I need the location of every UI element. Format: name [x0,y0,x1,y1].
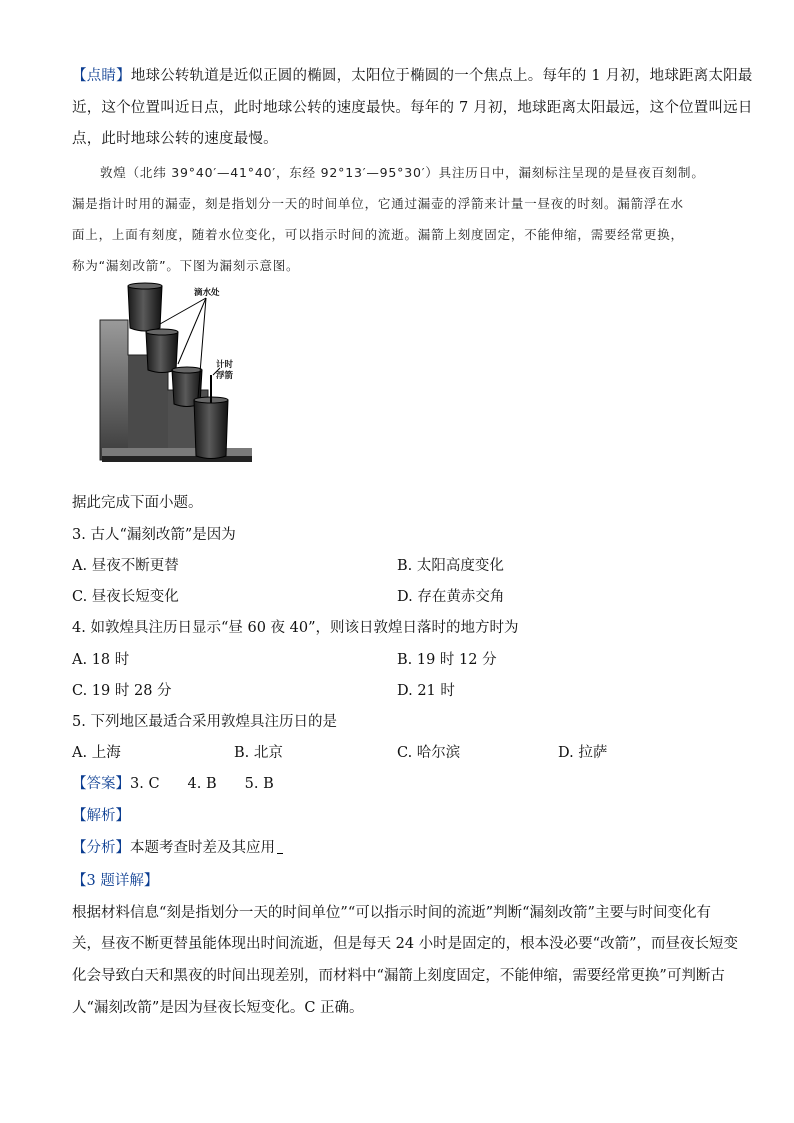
q4-stem: 4. 如敦煌具注历日显示“昼 60 夜 40”，则该日敦煌日落时的地方时为 [72,620,519,636]
detail-line-1: 根据材料信息“刻是指划分一天的时间单位”“可以指示时间的流逝”判断“漏刻改箭”主要与时间变化有 [72,905,711,921]
q5-option-a: A. 上海 [72,745,121,761]
fenxi-text: 本题考查时差及其应用 [130,840,275,856]
detail-line-2: 关，昼夜不断更替虽能体现出时间流逝，但是每天 24 小时是固定的，根本没必要“改箭”，而昼夜长短变 [72,936,738,952]
q3-stem: 3. 古人“漏刻改箭”是因为 [72,527,236,543]
material-line-2: 漏是指计时用的漏壶，刻是指划分一天的时间单位，它通过漏壶的浮箭来计量一昼夜的时刻。漏箭浮在水 [72,196,684,211]
q3-option-d: D. 存在黄赤交角 [397,589,505,605]
answer-tag: 【答案】 [72,776,130,792]
q5-option-c: C. 哈尔滨 [397,745,461,761]
material-line-4: 称为“漏刻改箭”。下图为漏刻示意图。 [72,258,300,273]
dianjing-tag: 【点睛】 [72,68,131,84]
dianjing-line-2: 近，这个位置叫近日点，此时地球公转的速度最快。每年的 7 月初，地球距离太阳最远，这个位置叫远日 [72,100,753,116]
q4-option-b: B. 19 时 12 分 [397,652,497,668]
detail-line-4: 人“漏刻改箭”是因为昼夜长短变化。C 正确。 [72,1000,364,1016]
material-line-3: 面上，上面有刻度，随着水位变化，可以指示时间的流逝。漏箭上刻度固定，不能伸缩，需要经常更换， [72,227,684,242]
q4-option-a: A. 18 时 [72,652,130,668]
q3-option-c: C. 昼夜长短变化 [72,589,179,605]
q3-option-a: A. 昼夜不断更替 [72,558,179,574]
dianjing-line-3: 点，此时地球公转的速度最慢。 [72,131,278,147]
figure-label-float-1: 计时 [216,360,234,370]
detail-tag: 【3 题详解】 [72,873,159,889]
dianjing-line-1 [72,66,753,86]
answer-4: 4. B [187,776,217,792]
water-clock-figure [98,280,254,470]
detail-line-3: 化会导致白天和黑夜的时间出现差别，而材料中“漏箭上刻度固定，不能伸缩，需要经常更换”可判断古 [72,968,725,984]
fenxi-tag: 【分析】 [72,840,130,856]
q5-option-d: D. 拉萨 [558,745,608,761]
intro-text: 据此完成下面小题。 [72,495,203,511]
figure-label-float-2: 浮箭 [216,371,234,381]
fenxi-line [72,838,283,858]
q3-option-b: B. 太阳高度变化 [397,558,504,574]
q5-stem: 5. 下列地区最适合采用敦煌具注历日的是 [72,714,337,730]
q4-option-d: D. 21 时 [397,683,455,699]
dianjing-text-1: 地球公转轨道是近似正圆的椭圆，太阳位于椭圆的一个焦点上。每年的 1 月初，地球距离太阳最 [130,68,753,84]
figure-label-drip: 滴水处 [194,288,220,298]
text-caret [277,853,283,854]
analysis-tag: 【解析】 [72,808,130,824]
q4-option-c: C. 19 时 28 分 [72,683,172,699]
q5-option-b: B. 北京 [234,745,283,761]
material-line-1: 敦煌（北纬 39°40′—41°40′，东经 92°13′—95°30′）具注历日中，漏刻标注呈现的是昼夜百刻制。 [100,165,705,180]
answer-3: 3. C [130,776,160,792]
answer-line [72,774,274,794]
answer-5: 5. B [244,776,274,792]
